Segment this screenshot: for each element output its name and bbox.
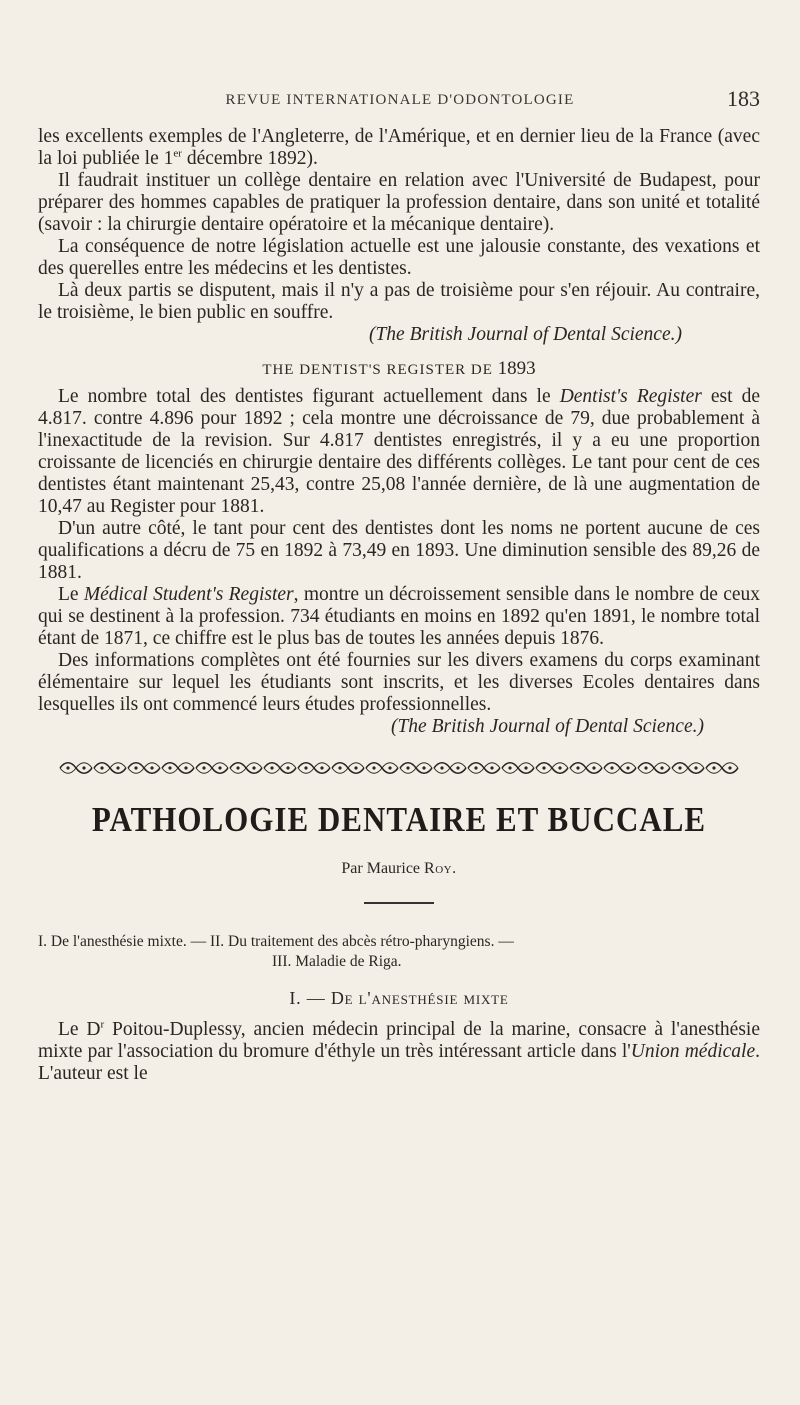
running-header <box>40 86 760 116</box>
paragraph-4: Là deux partis se disputent, mais il n'y a pas de troisième pour s'en réjouir. Au contraire, le troisième, le bien public en souffre. <box>38 280 760 323</box>
source-citation-2: (The British Journal of Dental Science.) <box>390 716 704 737</box>
title-rule <box>364 902 434 904</box>
paragraph-3: La conséquence de notre législation actuelle est une jalousie constante, des vexations et des querelles entre les médecins et les dentistes. <box>38 236 760 279</box>
paragraph-9: Le $D^r$ Poitou-Duplessy, ancien médecin principal de la marine, consacre à l'anesthésie mixte par l'association du bromure d'éthyle un très intéressant article dans l'Union médicale. L'auteur est le <box>38 1018 760 1084</box>
paragraph-2: Il faudrait instituer un collège dentaire en relation avec l'Université de Budapest, pour préparer des hommes capables de pratiquer la profession dentaire, dans son unité et totalité (savoir : la chirurgie dentaire opératoire et la mécanique dentaire). <box>38 170 760 235</box>
page-number: 183 <box>727 86 760 111</box>
article-title: PATHOLOGIE DENTAIRE ET BUCCALE <box>91 799 707 840</box>
paragraph-1: les excellents exemples de l'Angleterre, de l'Amérique, et en dernier lieu de la France (avec la loi publiée le 1er décembre 1892). <box>38 126 760 169</box>
article-byline: Par Maurice Roy. <box>341 860 457 877</box>
paragraph-6: D'un autre côté, le tant pour cent des dentistes dont les noms ne portent aucune de ces qualifications a décru de 75 en 1892 à 73,49 en 1893. Une diminution sensible des 89,26 de 1881. <box>38 518 760 583</box>
source-citation-1: (The British Journal of Dental Science.) <box>368 324 682 345</box>
paragraph-5: Le nombre total des dentistes figurant actuellement dans le Dentist's Register est de 4.817. contre 4.896 pour 1892 ; cela montre une décroissance de 79, due probablement à l'inexactitude de la revision. Sur 4.817 dentistes enregistrés, il y a eu une proportion croissante de licenciés en chirurgie dentaire des différents collèges. Le tant pour cent de ces dentistes étant maintenant 25,43, contre 25,08 l'année dernière, de là une augmentation de 10,47 au Register pour 1881. <box>38 386 761 517</box>
contents-line-2: III. Maladie de Riga. <box>272 952 402 970</box>
subsection-heading: I. — De l'anesthésie mixte <box>289 987 509 1008</box>
section-heading-register: THE DENTIST'S REGISTER DE 1893 <box>262 358 536 379</box>
contents-line-1: I. De l'anesthésie mixte. — II. Du traitement des abcès rétro-pharyngiens. — <box>38 932 514 950</box>
running-title: REVUE INTERNATIONALE D'ODONTOLOGIE <box>225 92 575 108</box>
page-body <box>38 126 760 1085</box>
paragraph-8: Des informations complètes ont été fournies sur les divers examens du corps examinant élémentaire sur lequel les étudiants sont inscrits, et les diverses Ecoles dentaires dans lesquelles ils ont commencé leurs études professionnelles. <box>38 650 760 715</box>
article-contents <box>38 932 736 972</box>
paragraph-7: Le Médical Student's Register, montre un décroissement sensible dans le nombre de ceux qui se destinent à la profession. 734 étudiants en moins en 1892 qu'en 1891, le nombre total étant de 1871, ce chiffre est le plus bas de toutes les années depuis 1876. <box>38 584 761 649</box>
ornament-band-icon <box>59 760 739 776</box>
ornamental-divider <box>38 760 760 776</box>
